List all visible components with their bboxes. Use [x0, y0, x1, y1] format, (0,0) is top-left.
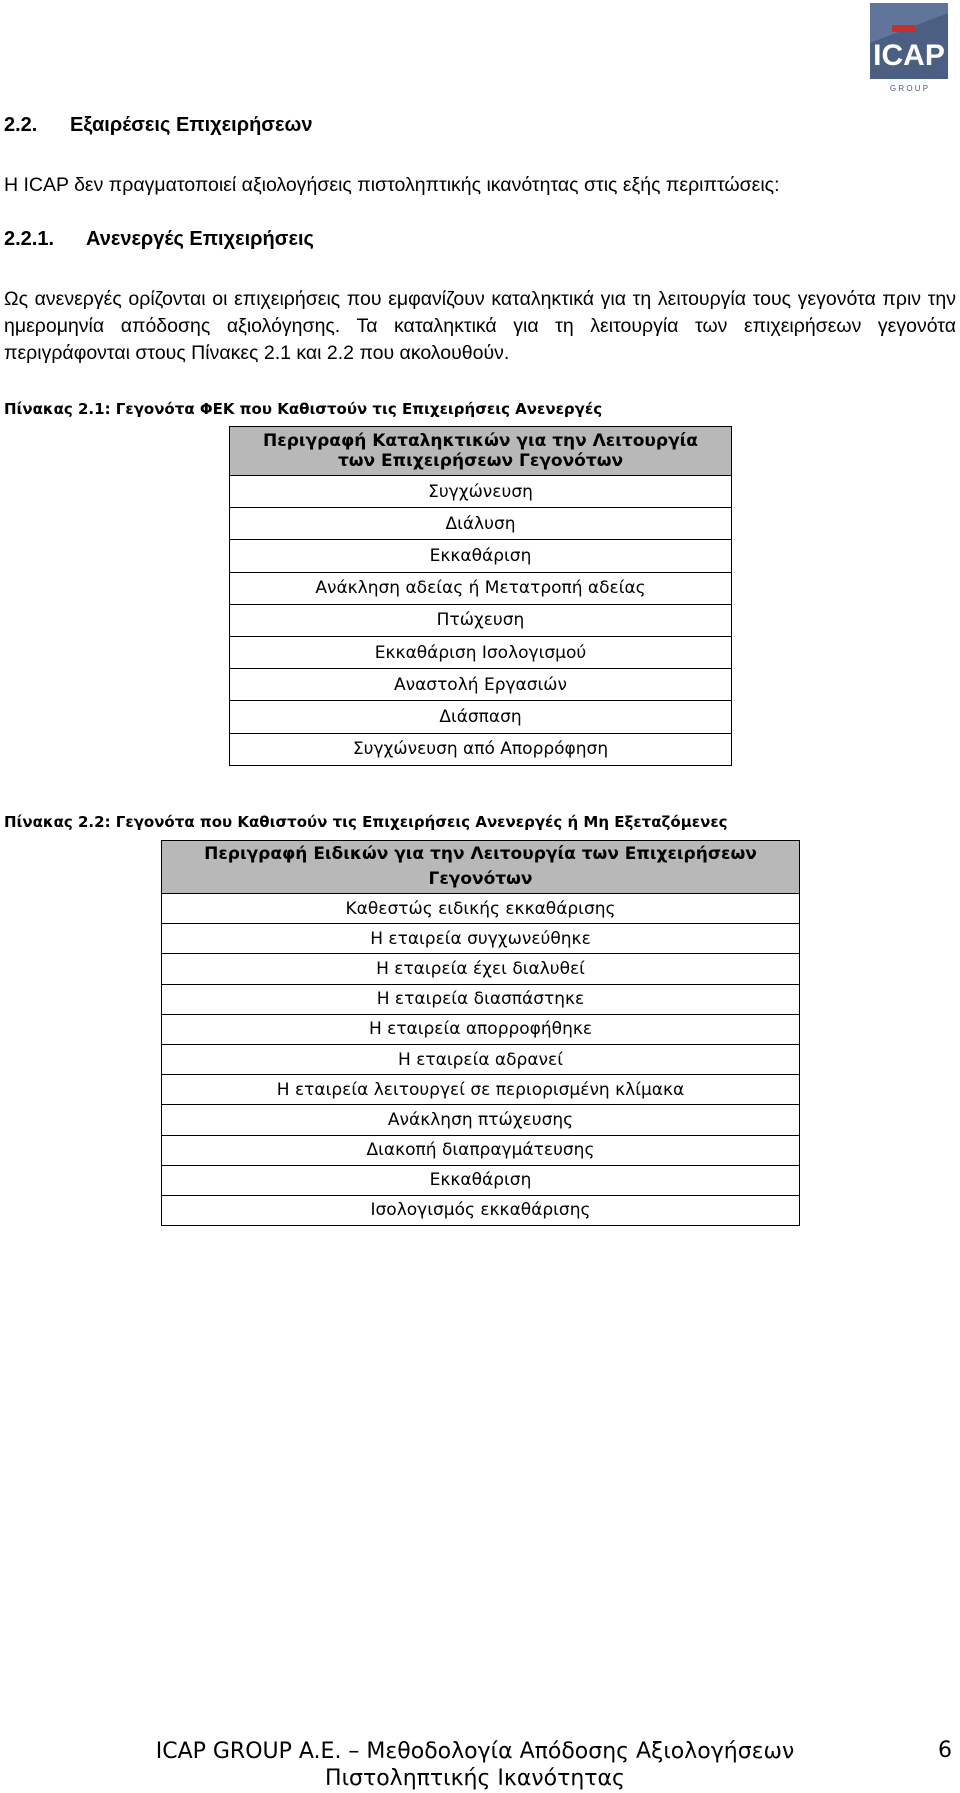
footer-line2: Πιστοληπτικής Ικανότητας	[325, 1766, 625, 1791]
page-number: 6	[938, 1738, 952, 1763]
table-row: Η εταιρεία λειτουργεί σε περιορισμένη κλίμακα	[162, 1075, 800, 1105]
footer-line1: ICAP GROUP A.E. – Μεθοδολογία Απόδοσης Αξιολογήσεων	[155, 1739, 795, 1764]
icap-group-logo	[870, 3, 948, 95]
table-row: Αναστολή Εργασιών	[230, 669, 732, 701]
intro-text: Η ICAP δεν πραγματοποιεί αξιολογήσεις πιστοληπτικής ικανότητας στις εξής περιπτώσεις:	[4, 174, 780, 196]
table-row: Διάλυση	[230, 508, 732, 540]
table-row: Διακοπή διαπραγμάτευσης	[162, 1135, 800, 1165]
table-row: Ανάκληση αδείας ή Μετατροπή αδείας	[230, 572, 732, 604]
table-row: Η εταιρεία συγχωνεύθηκε	[162, 924, 800, 954]
table2-caption: Πίνακας 2.2: Γεγονότα που Καθιστούν τις Επιχειρήσεις Ανενεργές ή Μη Εξεταζόμενες	[4, 813, 728, 831]
table-row: Η εταιρεία διασπάστηκε	[162, 984, 800, 1014]
subsection-heading	[4, 228, 314, 251]
table-row: Η εταιρεία απορροφήθηκε	[162, 1014, 800, 1044]
table-row: Η εταιρεία αδρανεί	[162, 1044, 800, 1074]
table-row: Διάσπαση	[230, 701, 732, 733]
page-footer	[60, 1738, 890, 1792]
section-title: Εξαιρέσεις Επιχειρήσεων	[70, 114, 313, 136]
table-row: Συγχώνευση από Απορρόφηση	[230, 733, 732, 765]
table-row: Εκκαθάριση	[162, 1165, 800, 1195]
section-number: 2.2.	[4, 114, 38, 136]
table1-header: Περιγραφή Καταληκτικών για την Λειτουργία των Επιχειρήσεων Γεγονότων	[230, 427, 732, 476]
logo-brand: ICAP	[873, 39, 945, 72]
table-row: Η εταιρεία έχει διαλυθεί	[162, 954, 800, 984]
table-row: Εκκαθάριση Ισολογισμού	[230, 636, 732, 668]
section-heading	[4, 114, 313, 137]
table-row: Καθεστώς ειδικής εκκαθάρισης	[162, 894, 800, 924]
table-row: Ανάκληση πτώχευσης	[162, 1105, 800, 1135]
table1	[229, 426, 732, 766]
table-row: Πτώχευση	[230, 604, 732, 636]
subsection-title: Ανενεργές Επιχειρήσεις	[86, 228, 314, 250]
logo-sub: G R O U P	[889, 84, 929, 93]
table1-caption: Πίνακας 2.1: Γεγονότα ΦΕΚ που Καθιστούν τις Επιχειρήσεις Ανενεργές	[4, 400, 603, 418]
table-row: Ισολογισμός εκκαθάρισης	[162, 1195, 800, 1225]
table-row: Εκκαθάριση	[230, 540, 732, 572]
table2	[161, 840, 800, 1226]
body-paragraph: Ως ανενεργές ορίζονται οι επιχειρήσεις που εμφανίζουν καταληκτικά για τη λειτουργία τους γεγονότα πριν την ημερομηνία απόδοσης αξιολόγησης. Τα καταληκτικά για τη λειτουργία των επιχειρήσεων γεγονότα περιγράφονται στους Πίνακες 2.1 και 2.2 που ακολουθούν.	[4, 288, 956, 364]
table2-header: Περιγραφή Ειδικών για την Λειτουργία των Επιχειρήσεων Γεγονότων	[162, 841, 800, 894]
subsection-number: 2.2.1.	[4, 228, 55, 250]
table-row: Συγχώνευση	[230, 476, 732, 508]
